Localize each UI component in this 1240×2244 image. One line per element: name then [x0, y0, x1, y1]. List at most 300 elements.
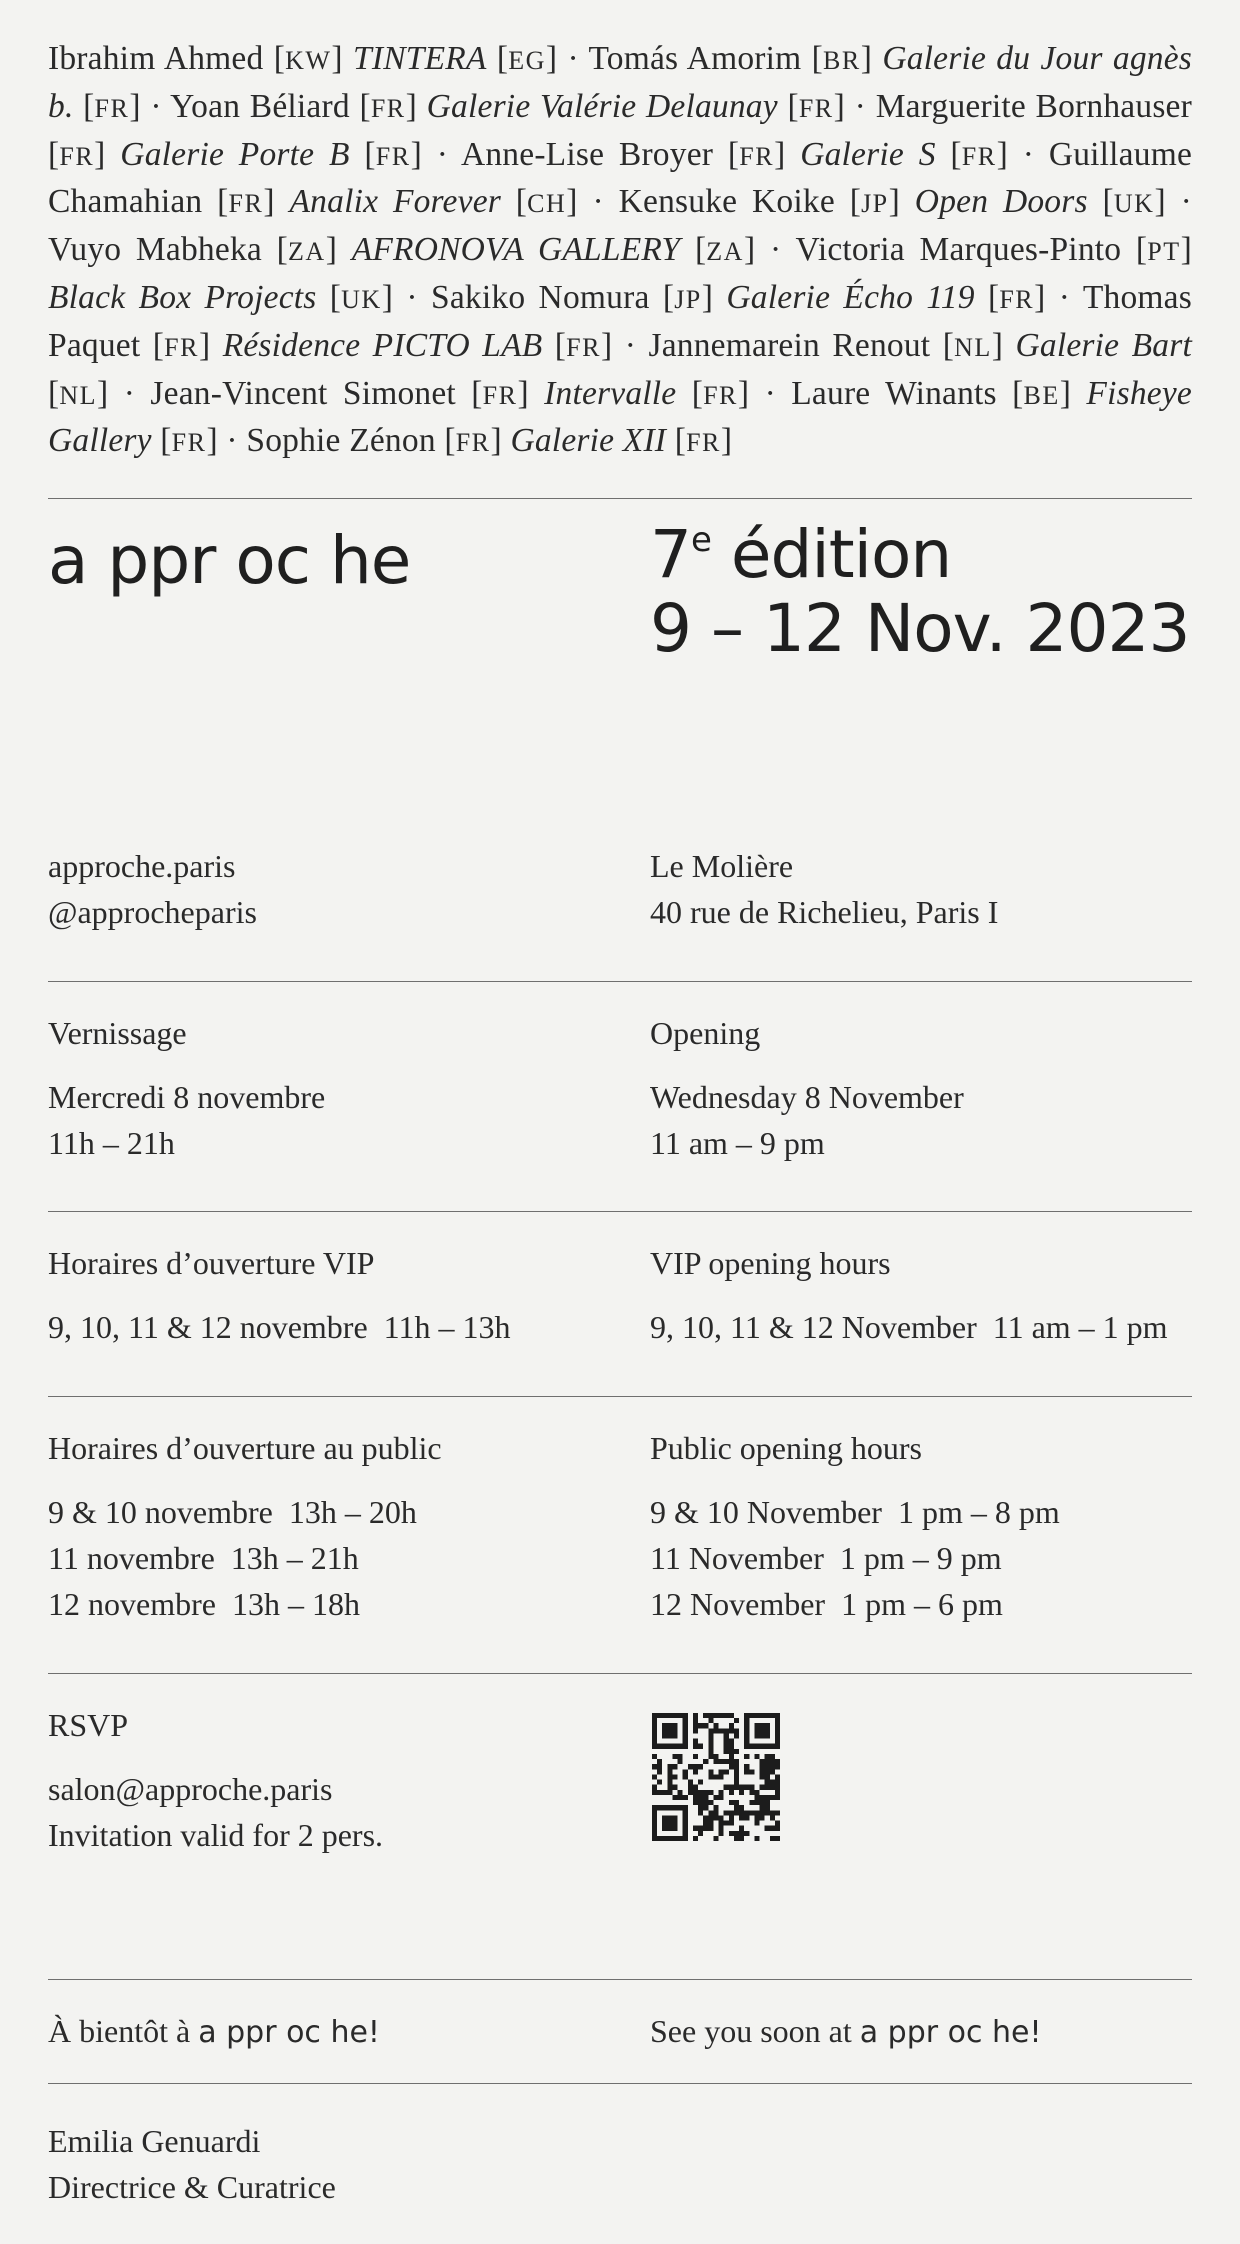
- qr-module: [703, 1826, 708, 1831]
- qr-module: [713, 1774, 718, 1779]
- exclamation: !: [367, 2015, 380, 2050]
- country-code: FR: [739, 141, 775, 171]
- signature-name: Emilia Genuardi: [48, 2123, 261, 2159]
- qr-module: [698, 1723, 703, 1728]
- artist-name: Sophie Zénon: [246, 422, 436, 460]
- qr-module: [754, 1800, 759, 1805]
- qr-module: [667, 1785, 672, 1790]
- farewell-text-en: See you soon at: [650, 2013, 860, 2049]
- qr-module: [708, 1739, 713, 1744]
- country-code: FR: [798, 93, 834, 123]
- qr-module: [770, 1795, 775, 1800]
- qr-module: [739, 1831, 744, 1836]
- qr-module: [770, 1754, 775, 1759]
- qr-module: [754, 1810, 759, 1815]
- country-code: CH: [527, 189, 567, 219]
- qr-module: [683, 1795, 688, 1800]
- contact-online: [48, 843, 257, 935]
- qr-module: [760, 1795, 765, 1800]
- qr-module: [765, 1759, 770, 1764]
- qr-module: [765, 1810, 770, 1815]
- qr-module: [667, 1780, 672, 1785]
- qr-module: [703, 1805, 708, 1810]
- qr-module: [713, 1723, 718, 1728]
- qr-module: [775, 1821, 780, 1826]
- qr-module: [724, 1744, 729, 1749]
- qr-module: [739, 1790, 744, 1795]
- qr-module: [744, 1831, 749, 1836]
- qr-module: [693, 1744, 698, 1749]
- qr-module: [719, 1774, 724, 1779]
- qr-module: [698, 1831, 703, 1836]
- qr-module: [708, 1713, 713, 1718]
- qr-module: [693, 1754, 698, 1759]
- qr-module: [703, 1821, 708, 1826]
- qr-module: [724, 1810, 729, 1815]
- qr-module: [729, 1759, 734, 1764]
- qr-module: [678, 1754, 683, 1759]
- qr-module: [672, 1785, 677, 1790]
- qr-module: [693, 1826, 698, 1831]
- qr-module: [739, 1785, 744, 1790]
- approche-logo: a ppr oc he: [48, 522, 411, 599]
- qr-module: [744, 1764, 749, 1769]
- qr-module: [693, 1723, 698, 1728]
- qr-module: [729, 1723, 734, 1728]
- qr-module: [708, 1790, 713, 1795]
- qr-module: [729, 1749, 734, 1754]
- qr-module: [708, 1744, 713, 1749]
- qr-module: [678, 1759, 683, 1764]
- artist-entry: Tomás Amorim [BR] Galerie du Jour agnès b. [FR]: [48, 40, 1193, 125]
- signature-role: Directrice & Curatrice: [48, 2169, 336, 2205]
- website-link[interactable]: approche.paris: [48, 848, 236, 884]
- qr-module: [703, 1723, 708, 1728]
- qr-module: [708, 1754, 713, 1759]
- qr-module: [672, 1774, 677, 1779]
- qr-module: [652, 1774, 657, 1779]
- gallery-name: AFRONOVA GALLERY: [351, 231, 681, 269]
- qr-module: [770, 1769, 775, 1774]
- qr-module: [703, 1795, 708, 1800]
- divider: [48, 1979, 1192, 1980]
- qr-module: [657, 1759, 662, 1764]
- qr-module: [693, 1764, 698, 1769]
- public-hours-line: 9 & 10 novembre 13h – 20h: [48, 1494, 417, 1530]
- qr-module: [760, 1785, 765, 1790]
- qr-module: [754, 1754, 759, 1759]
- qr-module: [713, 1795, 718, 1800]
- artist-name: Laure Winants: [791, 374, 997, 412]
- qr-module: [708, 1769, 713, 1774]
- country-code: NL: [954, 332, 992, 362]
- artist-entry: Sophie Zénon [FR] Galerie XII [FR]: [246, 422, 733, 460]
- artist-list: Ibrahim Ahmed [KW] TINTERA [EG] · Tomás Amorim [BR] Galerie du Jour agnès b. [FR] · Yoan Béliard [FR] Galerie Valérie Delaunay [FR] · Marguerite Bornhauser [FR] Galerie Porte B [FR] · Anne-Lise Broyer [FR] Galerie S [FR] · Guillaume Chamahian [FR] Analix Forever [CH] · Kensuke Koike [JP] Open Doors [UK] · Vuyo Mabheka [ZA] AFRONOVA GALLERY [ZA] · Victoria Marques-Pinto [PT] Black Box Projects [UK] · Sakiko Nomura [JP] Galerie Écho 119 [FR] · Thomas Paquet [FR] Résidence PICTO LAB [FR] · Jannemarein Renout [NL] Galerie Bart [NL] · Jean-Vincent Simonet [FR] Intervalle [FR] · Laure Winants [BE] Fisheye Gallery [FR] · Sophie Zénon [FR] Galerie XII [FR]: [48, 40, 1193, 460]
- qr-module: [729, 1821, 734, 1826]
- qr-module: [754, 1795, 759, 1800]
- qr-module: [734, 1810, 739, 1815]
- artist-name: Sakiko Nomura: [431, 278, 650, 316]
- qr-module: [744, 1754, 749, 1759]
- qr-module: [765, 1826, 770, 1831]
- qr-module: [724, 1713, 729, 1718]
- qr-module: [703, 1815, 708, 1820]
- qr-module: [719, 1815, 724, 1820]
- opening-hours: 11 am – 9 pm: [650, 1125, 825, 1161]
- edition-block: [650, 518, 1190, 666]
- qr-module: [693, 1836, 698, 1841]
- edition-number: 7: [650, 516, 691, 593]
- artist-name: Guillaume Chamahian: [48, 135, 1193, 221]
- country-code: JP: [674, 284, 702, 314]
- qr-module: [760, 1800, 765, 1805]
- gallery-name: Galerie Porte B: [120, 135, 350, 173]
- country-code: BR: [823, 46, 861, 75]
- qr-module: [754, 1821, 759, 1826]
- qr-module: [724, 1785, 729, 1790]
- exclamation: !: [1029, 2015, 1042, 2050]
- qr-module: [744, 1785, 749, 1790]
- qr-module: [688, 1764, 693, 1769]
- country-code: FR: [94, 93, 130, 123]
- qr-module: [719, 1831, 724, 1836]
- qr-module: [693, 1795, 698, 1800]
- edition-label: [650, 518, 1190, 592]
- qr-module: [749, 1810, 754, 1815]
- qr-module: [652, 1785, 657, 1790]
- gallery-name: Résidence PICTO LAB: [222, 326, 543, 364]
- qr-module: [698, 1780, 703, 1785]
- qr-module: [657, 1769, 662, 1774]
- qr-module: [729, 1764, 734, 1769]
- gallery-name: Black Box Projects: [48, 278, 317, 316]
- qr-module: [734, 1718, 739, 1723]
- divider: [48, 1211, 1192, 1212]
- artist-entry: Thomas Paquet [FR] Résidence PICTO LAB [FR]: [48, 278, 1192, 364]
- country-code: FR: [375, 141, 411, 171]
- qr-module: [765, 1764, 770, 1769]
- qr-module: [734, 1836, 739, 1841]
- qr-module: [657, 1780, 662, 1785]
- qr-module: [734, 1764, 739, 1769]
- artist-entry: Kensuke Koike [JP] Open Doors [UK]: [618, 183, 1166, 221]
- qr-module: [703, 1800, 708, 1805]
- vip-en: [650, 1240, 1168, 1350]
- qr-module: [765, 1785, 770, 1790]
- artist-entry: Yoan Béliard [FR] Galerie Valérie Delaunay [FR]: [170, 87, 846, 125]
- rsvp-email[interactable]: salon@approche.paris: [48, 1771, 333, 1807]
- qr-module: [698, 1805, 703, 1810]
- qr-module: [734, 1759, 739, 1764]
- qr-module: [672, 1764, 677, 1769]
- qr-module: [739, 1826, 744, 1831]
- public-title-en: Public opening hours: [650, 1430, 922, 1466]
- qr-module: [729, 1790, 734, 1795]
- artist-entry: Vuyo Mabheka [ZA] AFRONOVA GALLERY [ZA]: [48, 231, 756, 269]
- qr-module: [729, 1713, 734, 1718]
- artist-name: Yoan Béliard: [170, 87, 350, 125]
- qr-module: [703, 1713, 708, 1718]
- qr-module: [719, 1826, 724, 1831]
- qr-module: [708, 1826, 713, 1831]
- public-title-fr: Horaires d’ouverture au public: [48, 1430, 442, 1466]
- divider: [48, 498, 1192, 499]
- qr-module: [729, 1800, 734, 1805]
- qr-module: [652, 1764, 657, 1769]
- qr-module: [734, 1800, 739, 1805]
- qr-module: [693, 1785, 698, 1790]
- qr-module: [708, 1749, 713, 1754]
- qr-module: [729, 1728, 734, 1733]
- gallery-name: Intervalle: [544, 374, 677, 412]
- qr-module: [760, 1759, 765, 1764]
- qr-module: [719, 1728, 724, 1733]
- qr-module: [729, 1739, 734, 1744]
- qr-module: [734, 1728, 739, 1733]
- qr-module: [719, 1795, 724, 1800]
- edition-word: édition: [710, 516, 952, 593]
- country-code: FR: [228, 189, 264, 219]
- qr-module: [770, 1764, 775, 1769]
- qr-module: [765, 1780, 770, 1785]
- qr-module: [672, 1795, 677, 1800]
- country-code: JP: [861, 189, 889, 219]
- qr-module: [713, 1754, 718, 1759]
- qr-module: [770, 1759, 775, 1764]
- gallery-name: Fisheye Gallery: [48, 374, 1192, 460]
- vernissage-hours: 11h – 21h: [48, 1125, 175, 1161]
- farewell-en: [650, 2008, 1042, 2056]
- qr-module: [760, 1810, 765, 1815]
- artist-entry: Guillaume Chamahian [FR] Analix Forever [CH]: [48, 135, 1193, 221]
- qr-module: [719, 1759, 724, 1764]
- qr-module: [693, 1800, 698, 1805]
- qr-module: [708, 1815, 713, 1820]
- qr-module: [708, 1774, 713, 1779]
- qr-module: [724, 1733, 729, 1738]
- rsvp-note: Invitation valid for 2 pers.: [48, 1817, 384, 1853]
- qr-module: [667, 1764, 672, 1769]
- gallery-name: Galerie Bart: [1015, 326, 1192, 364]
- instagram-handle[interactable]: @approcheparis: [48, 894, 257, 930]
- edition-suffix: e: [691, 520, 711, 560]
- gallery-name: Galerie XII: [510, 422, 667, 460]
- qr-module: [739, 1836, 744, 1841]
- country-code: FR: [370, 93, 406, 123]
- country-code: FR: [59, 141, 95, 171]
- public-hours-line: 11 November 1 pm – 9 pm: [650, 1540, 1002, 1576]
- qr-module: [698, 1795, 703, 1800]
- qr-module: [713, 1815, 718, 1820]
- inline-logo: a ppr oc he: [859, 2015, 1030, 2050]
- artist-name: Anne-Lise Broyer: [460, 135, 714, 173]
- qr-module: [770, 1826, 775, 1831]
- qr-module: [775, 1795, 780, 1800]
- qr-module: [693, 1769, 698, 1774]
- qr-module: [760, 1764, 765, 1769]
- qr-module: [724, 1821, 729, 1826]
- qr-module: [652, 1790, 657, 1795]
- qr-module: [713, 1836, 718, 1841]
- artist-name: Victoria Marques-Pinto: [795, 231, 1122, 269]
- qr-module: [760, 1774, 765, 1779]
- qr-module: [775, 1836, 780, 1841]
- country-code: FR: [703, 380, 738, 410]
- qr-module: [724, 1739, 729, 1744]
- farewell-text-fr: À bientôt à: [48, 2013, 199, 2049]
- divider: [48, 981, 1192, 982]
- vip-title-fr: Horaires d’ouverture VIP: [48, 1245, 375, 1281]
- qr-module: [729, 1744, 734, 1749]
- gallery-name: Analix Forever: [289, 183, 501, 221]
- qr-module: [734, 1774, 739, 1779]
- country-code: FR: [566, 332, 601, 362]
- qr-module: [698, 1800, 703, 1805]
- qr-module: [770, 1836, 775, 1841]
- public-hours-line: 12 November 1 pm – 6 pm: [650, 1586, 1003, 1622]
- country-code: EG: [508, 46, 546, 75]
- artist-name: Jean-Vincent Simonet: [150, 374, 456, 412]
- public-hours-line: 11 novembre 13h – 21h: [48, 1540, 359, 1576]
- qr-module: [724, 1759, 729, 1764]
- qr-module: [739, 1815, 744, 1820]
- qr-module: [708, 1800, 713, 1805]
- qr-module: [662, 1790, 667, 1795]
- country-code: FR: [171, 428, 207, 458]
- artist-entry: Jean-Vincent Simonet [FR] Intervalle [FR]: [150, 374, 750, 412]
- qr-module: [744, 1810, 749, 1815]
- qr-module: [688, 1790, 693, 1795]
- qr-module: [719, 1790, 724, 1795]
- public-hours-fr: [48, 1425, 442, 1627]
- inline-logo: a ppr oc he: [198, 2015, 368, 2050]
- qr-module: [667, 1790, 672, 1795]
- qr-module: [754, 1836, 759, 1841]
- qr-module: [719, 1769, 724, 1774]
- qr-module: [698, 1744, 703, 1749]
- qr-module: [729, 1831, 734, 1836]
- qr-module: [713, 1759, 718, 1764]
- gallery-name: Galerie S: [800, 135, 936, 173]
- qr-module: [754, 1790, 759, 1795]
- qr-module: [688, 1780, 693, 1785]
- qr-module: [683, 1769, 688, 1774]
- qr-module: [652, 1754, 657, 1759]
- qr-module: [749, 1785, 754, 1790]
- qr-module: [698, 1764, 703, 1769]
- qr-module: [713, 1805, 718, 1810]
- signature-block: [48, 2118, 336, 2210]
- qr-module: [734, 1733, 739, 1738]
- qr-module: [765, 1800, 770, 1805]
- vip-fr: [48, 1240, 510, 1350]
- qr-module: [708, 1821, 713, 1826]
- artist-entry: Victoria Marques-Pinto [PT] Black Box Projects [UK]: [48, 231, 1192, 316]
- country-code: UK: [341, 284, 382, 314]
- qr-module: [729, 1785, 734, 1790]
- qr-module: [775, 1780, 780, 1785]
- qr-module: [683, 1774, 688, 1779]
- qr-code[interactable]: [652, 1713, 780, 1841]
- qr-module: [678, 1790, 683, 1795]
- qr-module: [713, 1810, 718, 1815]
- qr-module: [713, 1728, 718, 1733]
- opening-day: Wednesday 8 November: [650, 1079, 964, 1115]
- country-code: ZA: [706, 237, 744, 267]
- opening-en: [650, 1010, 964, 1166]
- qr-module: [688, 1785, 693, 1790]
- country-code: FR: [164, 332, 199, 362]
- qr-module: [765, 1795, 770, 1800]
- qr-module: [749, 1769, 754, 1774]
- artist-name: Jannemarein Renout: [648, 326, 931, 364]
- gallery-name: Galerie Écho 119: [726, 278, 975, 316]
- country-code: BE: [1023, 380, 1060, 410]
- qr-module: [734, 1780, 739, 1785]
- artist-entry: Sakiko Nomura [JP] Galerie Écho 119 [FR]: [431, 278, 1046, 316]
- qr-module: [765, 1774, 770, 1779]
- qr-module: [734, 1749, 739, 1754]
- vernissage-day: Mercredi 8 novembre: [48, 1079, 326, 1115]
- qr-module: [724, 1769, 729, 1774]
- gallery-name: Open Doors: [914, 183, 1088, 221]
- qr-module: [734, 1805, 739, 1810]
- artist-entry: Ibrahim Ahmed [KW] TINTERA [EG]: [48, 40, 558, 77]
- qr-module: [765, 1754, 770, 1759]
- qr-module: [678, 1795, 683, 1800]
- public-hours-en: [650, 1425, 1060, 1627]
- venue-address: [650, 843, 998, 935]
- vernissage-fr: [48, 1010, 325, 1166]
- gallery-name: Galerie du Jour agnès b.: [48, 40, 1193, 125]
- qr-module: [708, 1718, 713, 1723]
- qr-module: [765, 1805, 770, 1810]
- qr-module: [734, 1785, 739, 1790]
- qr-module: [749, 1800, 754, 1805]
- qr-module: [775, 1759, 780, 1764]
- qr-module: [693, 1728, 698, 1733]
- country-code: PT: [1147, 237, 1181, 267]
- qr-module: [708, 1728, 713, 1733]
- country-code: KW: [285, 46, 332, 75]
- qr-module: [713, 1713, 718, 1718]
- qr-module: [703, 1759, 708, 1764]
- venue-name: Le Molière: [650, 848, 794, 884]
- rsvp-title: RSVP: [48, 1707, 129, 1743]
- qr-module: [734, 1831, 739, 1836]
- country-code: UK: [1113, 189, 1155, 219]
- qr-module: [739, 1810, 744, 1815]
- country-code: NL: [59, 380, 98, 410]
- country-code: FR: [961, 141, 997, 171]
- qr-module: [657, 1790, 662, 1795]
- country-code: FR: [482, 380, 518, 410]
- qr-module: [775, 1810, 780, 1815]
- public-hours-line: 9 & 10 November 1 pm – 8 pm: [650, 1494, 1060, 1530]
- qr-module: [765, 1769, 770, 1774]
- qr-module: [775, 1790, 780, 1795]
- opening-title: Opening: [650, 1015, 761, 1051]
- qr-module: [693, 1739, 698, 1744]
- artist-name: Tomás Amorim: [588, 40, 802, 77]
- qr-module: [749, 1790, 754, 1795]
- qr-module: [719, 1821, 724, 1826]
- qr-module: [667, 1774, 672, 1779]
- qr-module: [703, 1790, 708, 1795]
- qr-module: [775, 1826, 780, 1831]
- qr-module: [693, 1718, 698, 1723]
- edition-dates: 9 – 12 Nov. 2023: [650, 590, 1190, 667]
